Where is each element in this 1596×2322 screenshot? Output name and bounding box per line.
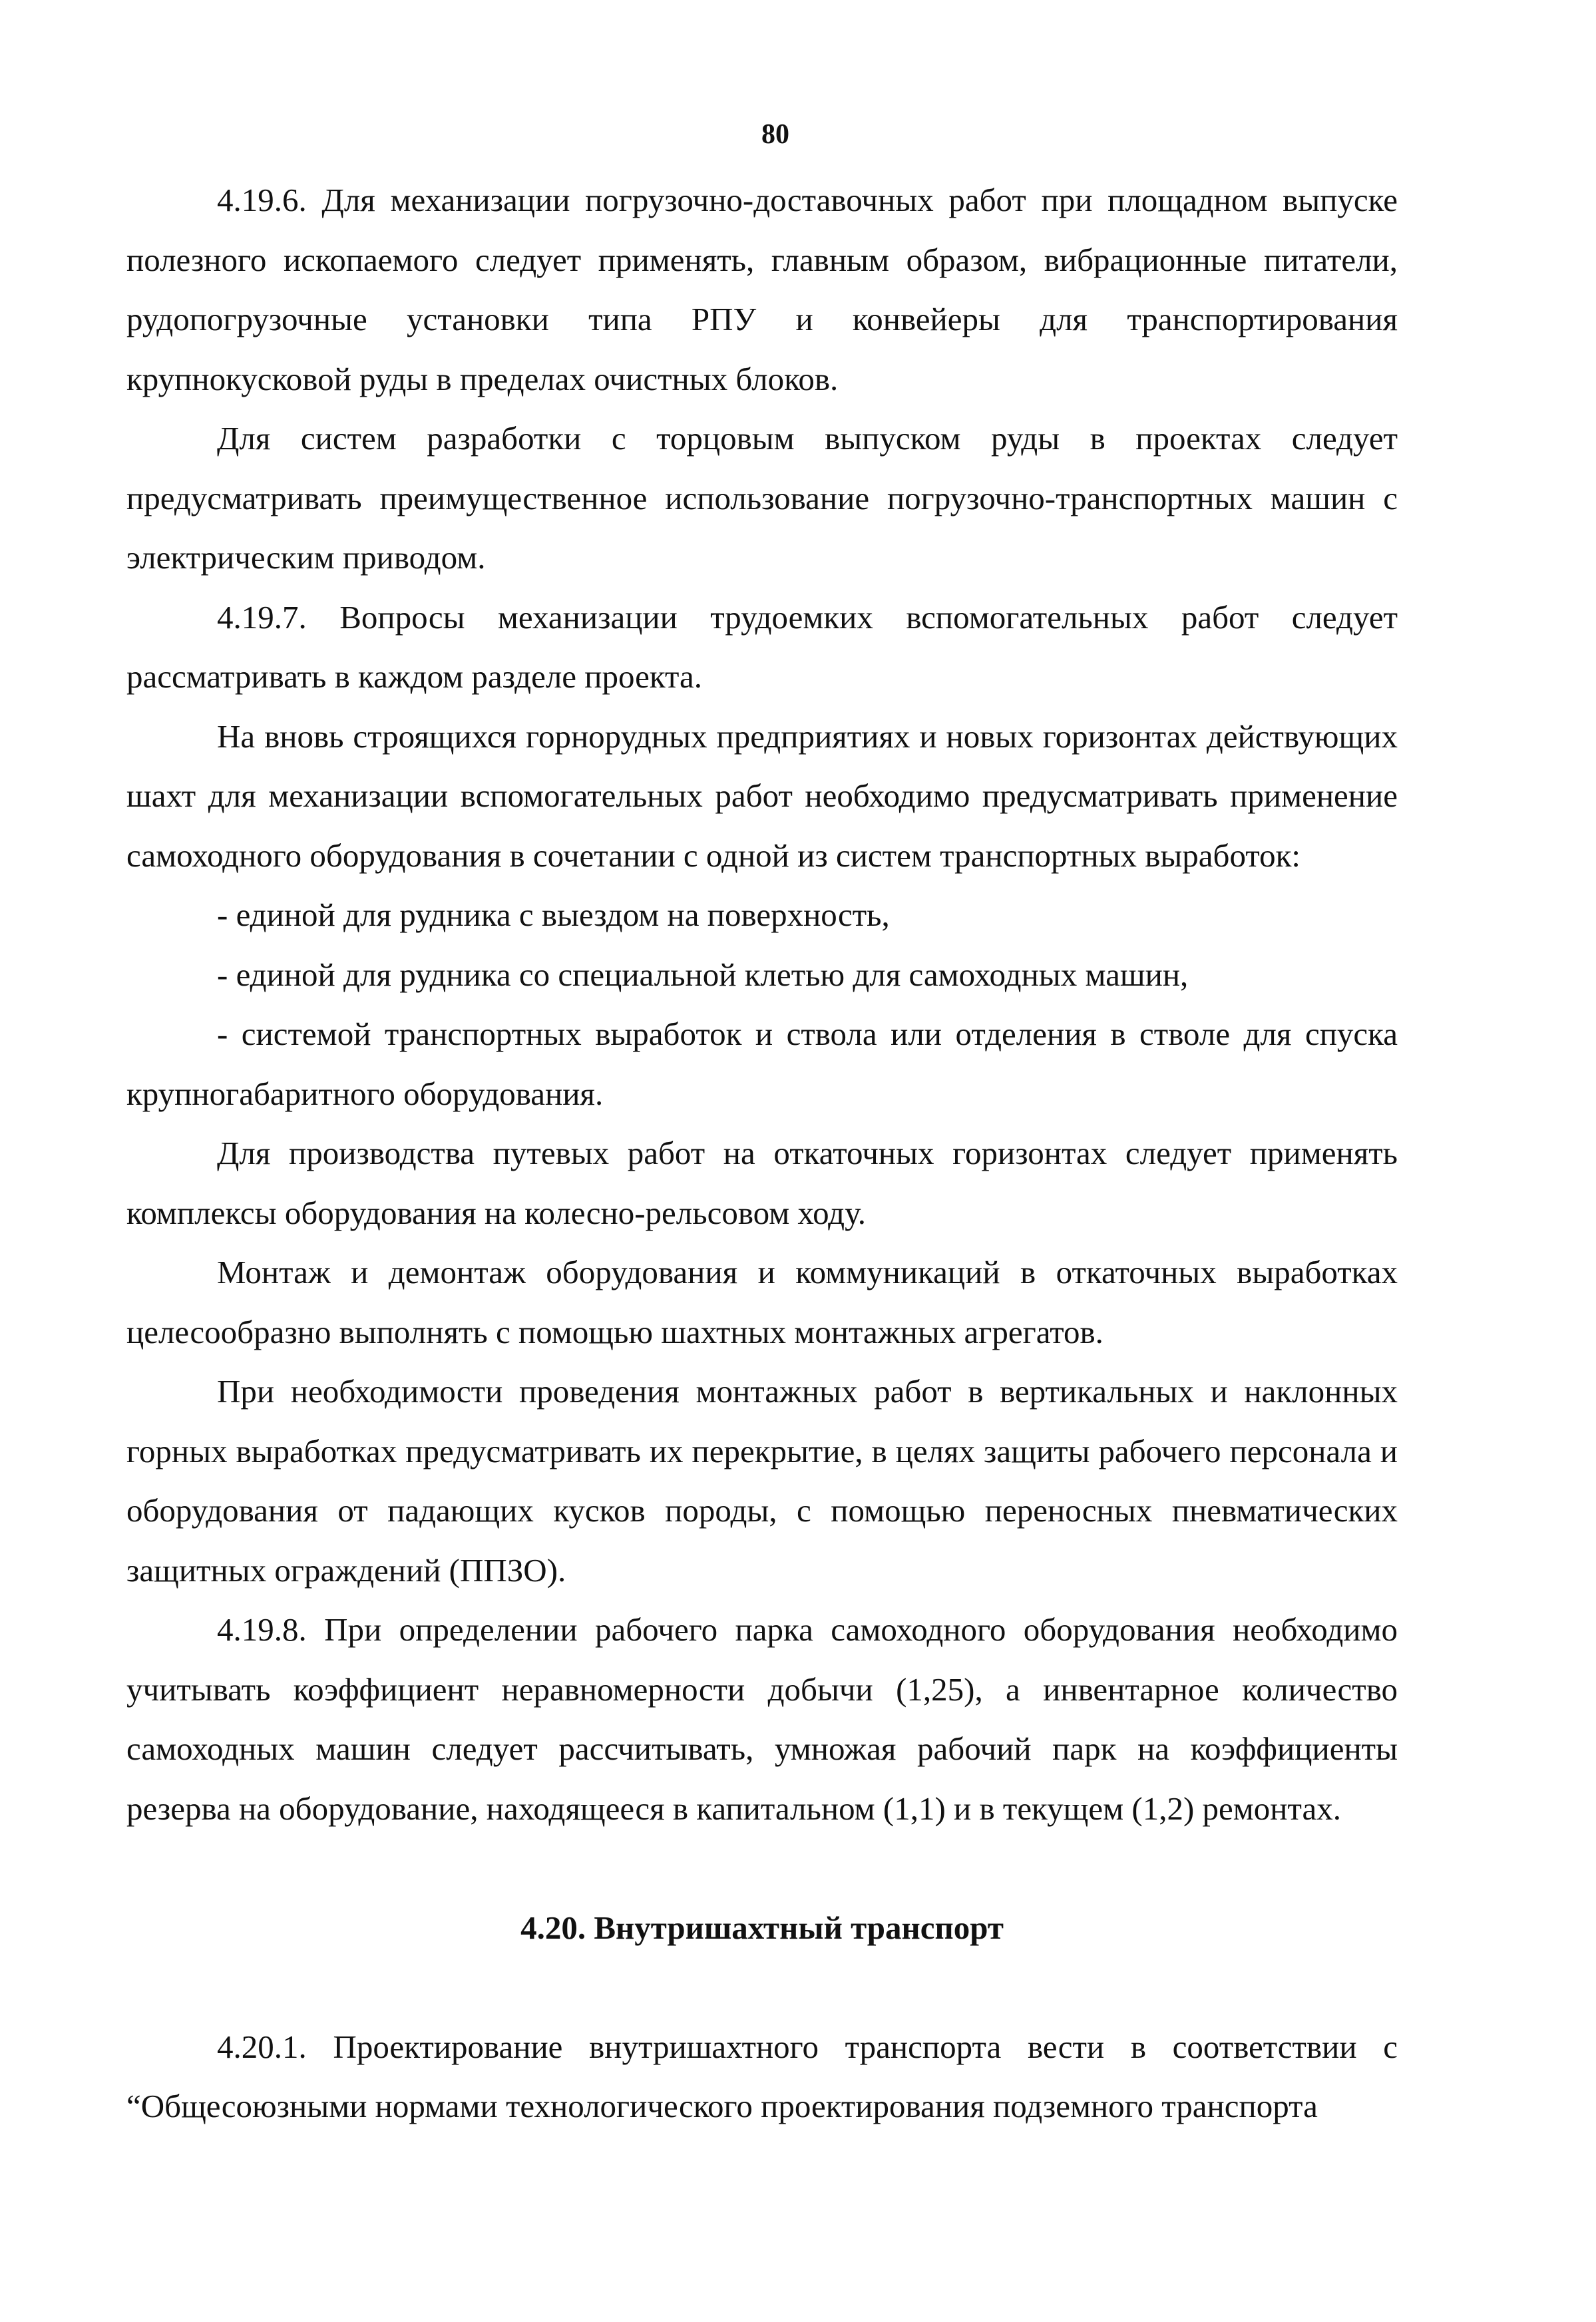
paragraph-4-19-8: 4.19.8. При определении рабочего парка самоходного оборудования необходимо учитывать коэффициент неравномерности добычи (1,25), а инвентарное количество самоходных машин следует рассчитывать, умножая рабочий парк на коэффициенты резерва на оборудование, находящееся в капитальном (1,1) и в текущем (1,2) ремонтах. (126, 1611, 1398, 1827)
paragraph-4-19-6: 4.19.6. Для механизации погрузочно-доставочных работ при площадном выпуске полезного ископаемого следует применять, главным образом, вибрационные питатели, рудопогрузочные установки типа РПУ и конвейеры для транспортирования крупнокусковой руды в пределах очистных блоков. (126, 182, 1398, 397)
paragraph-new-enterprises: На вновь строящихся горнорудных предприятиях и новых горизонтах действующих шахт для механизации вспомогательных работ необходимо предусматривать применение самоходного оборудования в сочетании с одной из систем транспортных выработок: (126, 717, 1398, 874)
paragraph-mounting: Монтаж и демонтаж оборудования и коммуникаций в откаточных выработках целесообразно выполнять с помощью шахтных монтажных агрегатов. (126, 1254, 1398, 1350)
paragraph-4-20-1: 4.20.1. Проектирование внутришахтного транспорта вести в соответствии с “Общесоюзными нормами технологического проектирования подземного транспорта (126, 2028, 1398, 2124)
list-item-surface-exit: - единой для рудника с выездом на поверхность, (217, 896, 890, 933)
document-body (126, 170, 1398, 2136)
section-heading: 4.20. Внутришахтный транспорт (520, 1909, 1004, 1946)
list-item-special-cage: - единой для рудника со специальной клетью для самоходных машин, (217, 956, 1189, 993)
paragraph-4-19-7: 4.19.7. Вопросы механизации трудоемких вспомогательных работ следует рассматривать в каждом разделе проекта. (126, 598, 1398, 695)
list-item-shaft-system: - системой транспортных выработок и ствола или отделения в стволе для спуска крупногабаритного оборудования. (126, 1016, 1398, 1112)
page-number: 80 (761, 119, 789, 150)
paragraph-face-drawing: Для систем разработки с торцовым выпуском руды в проектах следует предусматривать преимущественное использование погрузочно-транспортных машин с электрическим приводом. (126, 420, 1398, 576)
paragraph-track-works: Для производства путевых работ на откаточных горизонтах следует применять комплексы оборудования на колесно-рельсовом ходу. (126, 1135, 1398, 1231)
paragraph-vertical-workings: При необходимости проведения монтажных работ в вертикальных и наклонных горных выработках предусматривать их перекрытие, в целях защиты рабочего персонала и оборудования от падающих кусков породы, с помощью переносных пневматических защитных ограждений (ППЗО). (126, 1373, 1398, 1589)
